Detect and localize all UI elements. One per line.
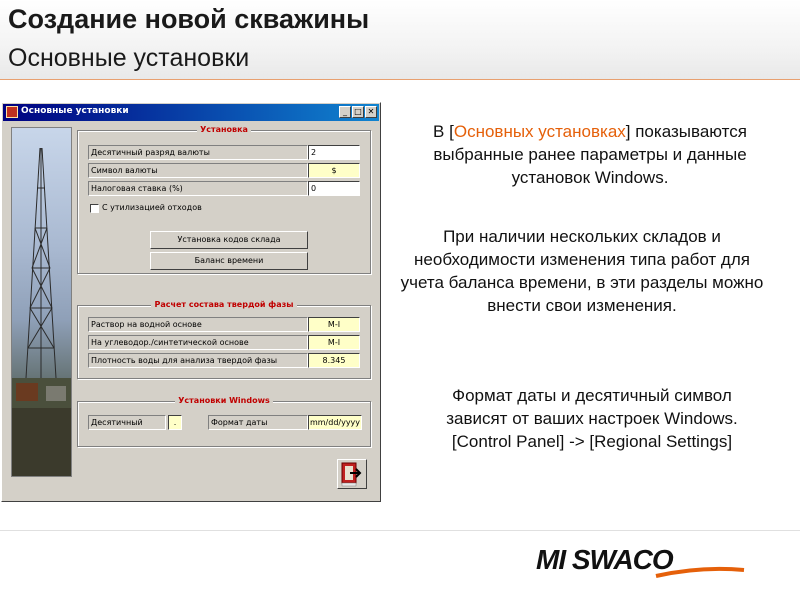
decimal-symbol-label: Десятичный [88, 415, 166, 430]
footer-divider [0, 530, 800, 531]
water-base-input[interactable]: M-I [308, 317, 360, 332]
paragraph-date-format [392, 384, 792, 453]
p3-line1: Формат даты и десятичный символ [452, 386, 732, 405]
logo-text: MI SWACO [536, 544, 673, 575]
time-balance-button[interactable]: Баланс времени [150, 252, 308, 270]
drilling-rig-photo [11, 127, 72, 477]
mi-swaco-logo [536, 544, 746, 580]
window-title: Основные установки [21, 106, 129, 116]
waste-disposal-label: С утилизацией отходов [102, 203, 202, 212]
oil-base-label: На углеводор./синтетической основе [88, 335, 308, 350]
p1-before: В [ [433, 122, 454, 141]
date-format-value: mm/dd/yyyy [308, 415, 362, 430]
tax-rate-input[interactable]: 0 [308, 181, 360, 196]
solids-group-legend: Расчет состава твердой фазы [151, 300, 296, 309]
p3-line2: зависят от ваших настроек Windows. [446, 409, 738, 428]
minimize-button[interactable]: _ [339, 106, 351, 118]
decimal-symbol-value: . [168, 415, 182, 430]
slide-title: Создание новой скважины [8, 4, 370, 34]
p3-line3: [Control Panel] -> [Regional Settings] [451, 432, 733, 451]
paragraph-warehouses: При наличии нескольких складов и необходимости изменения типа работ для учета баланса времени, в эти разделы можно внести свои изменения. [400, 227, 764, 315]
close-button[interactable]: ✕ [365, 106, 377, 118]
tax-rate-label: Налоговая ставка (%) [88, 181, 308, 196]
logo-swoosh-icon [536, 544, 746, 580]
currency-decimals-label: Десятичный разряд валюты [88, 145, 308, 160]
warehouse-codes-button[interactable]: Установка кодов склада [150, 231, 308, 249]
slide-header [0, 0, 800, 80]
water-base-label: Раствор на водной основе [88, 317, 308, 332]
currency-symbol-label: Символ валюты [88, 163, 308, 178]
currency-symbol-input[interactable]: $ [308, 163, 360, 178]
app-icon [6, 106, 18, 118]
exit-button[interactable] [337, 459, 367, 489]
oil-base-input[interactable]: M-I [308, 335, 360, 350]
settings-dialog [1, 102, 381, 502]
paragraph-main-settings [392, 120, 788, 189]
windows-settings-legend: Установки Windows [175, 396, 273, 405]
waste-disposal-checkbox[interactable] [90, 204, 99, 213]
water-density-input[interactable]: 8.345 [308, 353, 360, 368]
slide-subtitle: Основные установки [8, 44, 250, 72]
maximize-button[interactable]: □ [352, 106, 364, 118]
currency-decimals-input[interactable]: 2 [308, 145, 360, 160]
p1-accent: Основных установках [453, 122, 626, 141]
drilling-rig-icon [12, 128, 72, 477]
water-density-label: Плотность воды для анализа твердой фазы [88, 353, 308, 368]
settings-group-legend: Установка [197, 125, 251, 134]
date-format-label: Формат даты [208, 415, 308, 430]
window-titlebar[interactable] [3, 104, 379, 121]
p1-after: ] показываются выбранные ранее параметры и данные установок Windows. [433, 122, 747, 187]
exit-door-icon [338, 460, 366, 488]
